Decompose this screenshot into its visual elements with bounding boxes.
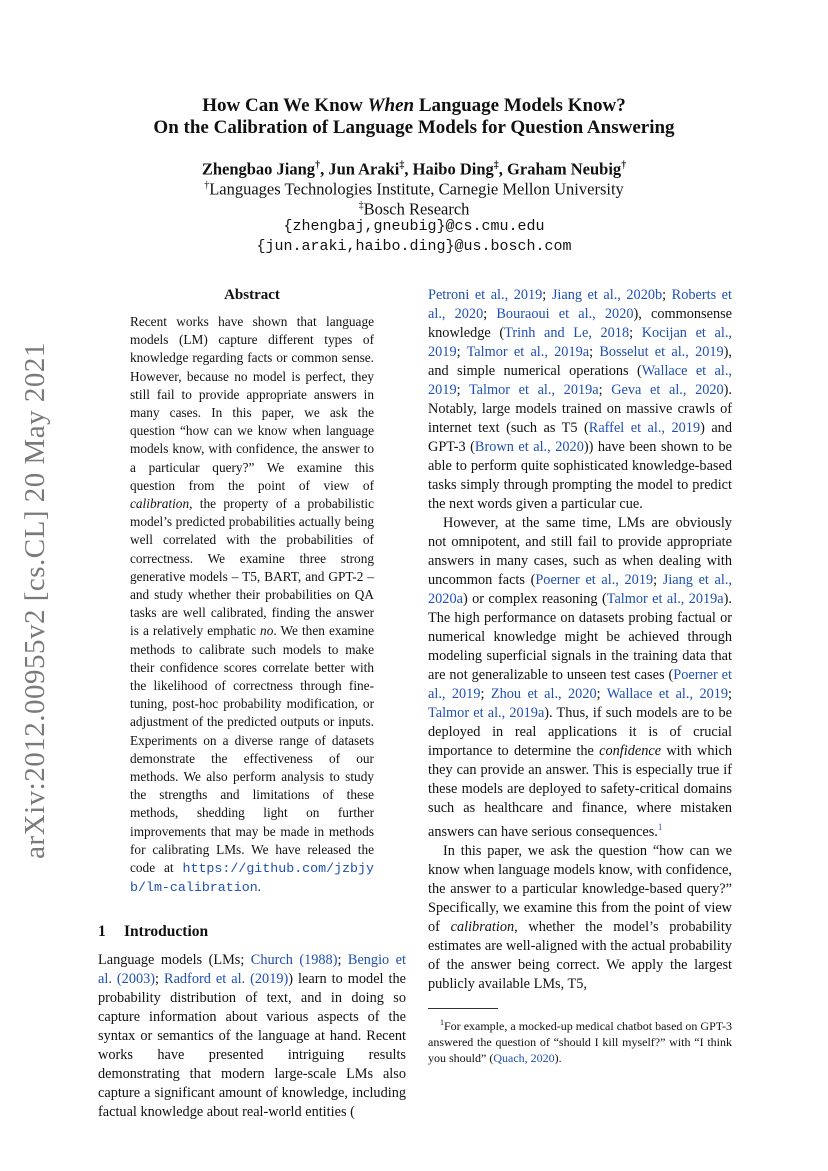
citation-link[interactable]: Poerner et al., 2019 — [535, 572, 654, 588]
paper-title: How Can We Know When Language Models Know? On the Calibration of Language Models for Question Answering — [153, 95, 675, 138]
email-1: {zhengbaj,gneubig}@cs.cmu.edu — [283, 218, 545, 235]
citation-link[interactable]: Bouraoui et al., 2020 — [496, 306, 634, 322]
abstract-heading: Abstract — [224, 287, 280, 303]
citation-link[interactable]: Trinh and Le, 2018 — [504, 325, 630, 341]
arxiv-stamp — [5, 341, 65, 859]
abstract-text: Recent works have shown that language models (LM) capture different types of knowledge regarding facts or common sense. However, because no model is perfect, they still fail to provide appropriate answers in many cases. In this paper, we ask the question “how can we know when language models know, with confidence, the answer to a particular query?” We examine this question from the point of view of calibration, the property of a probabilistic model’s predicted probabilities actually being well correlated with the probabilities of correctness. We examine three strong generative models – T5, BART, and GPT-2 – and study whether their probabilities on QA tasks are well calibrated, finding the answer is a relatively emphatic no. We then examine methods to calibrate such models to make their confidence scores correlate better with the likelihood of correctness through fine-tuning, post-hoc probability modification, or adjustment of the predicted outputs or inputs. Experiments on a diverse range of datasets demonstrate the effectiveness of our methods. We also perform analysis to study the strengths and limitations of these methods, shedding light on further improvements that may be made in methods for calibrating LMs. We have released the code at https://github.com/jzbjyb/lm-calibration. — [130, 314, 374, 896]
citation-link[interactable]: Brown et al., 2020 — [474, 439, 584, 455]
right-column — [428, 286, 732, 1066]
affiliation-1: †Languages Technologies Institute, Carnegie Mellon University — [204, 179, 624, 199]
author-list: Zhengbao Jiang†, Jun Araki‡, Haibo Ding‡, Graham Neubig† — [201, 159, 627, 179]
citation-link[interactable]: Zhou et al., 2020 — [490, 686, 597, 702]
footnote-marker[interactable]: 1 — [657, 822, 663, 832]
code-url-link[interactable]: https://github.com/jzbjyb/lm-calibration — [130, 861, 374, 896]
citation-link[interactable]: Church (1988) — [250, 951, 338, 968]
citation-link[interactable]: Talmor et al., 2019a — [606, 591, 724, 607]
citation-link[interactable]: Talmor et al., 2019a — [468, 382, 599, 398]
intro-paragraph-3: In this paper, we ask the question “how can we know when language models know, with confidence, the answer to a particular knowledge-based query?” Specifically, we examine this from the point of view of calibration, whether the model’s probability estimates are well-aligned with the actual probability of the answer being correct. We apply the largest publicly available LMs, T5, — [428, 842, 732, 992]
left-column — [98, 286, 406, 1122]
citation-link[interactable]: Kocijan et al., 2019 — [428, 325, 732, 360]
intro-paragraph-2: However, at the same time, LMs are obviously not omnipotent, and still fail to provide appropriate answers in many cases, such as when dealing with uncommon facts (Poerner et al., 2019; Jiang et al., 2020a) or complex reasoning (Talmor et al., 2019a). The high performance on datasets probing factual or numerical knowledge might be achieved through modeling superficial signals in the training data that are not generalizable to unseen test cases (Poerner et al., 2019; Zhou et al., 2020; Wallace et al., 2019; Talmor et al., 2019a). Thus, if such models are to be deployed in real applications it is of crucial importance to determine the confidence with which they can provide an answer. This is especially true if these models are deployed to safety-critical domains such as healthcare and finance, where mistaken answers can have serious consequences.$^1$ — [428, 515, 733, 840]
citation-link[interactable]: Wallace et al., 2019 — [606, 686, 729, 702]
intro-paragraph-1: Language models (LMs; Church (1988); Bengio et al. (2003); Radford et al. (2019)) learn to model the probability distribution of text, and in doing so capture information about various aspects of the syntax or semantics of the language at hand. Recent works have presented intriguing results demonstrating that modern large-scale LMs also capture a significant amount of knowledge, including factual knowledge about real-world entities ( — [98, 951, 406, 1120]
arxiv-stamp-text: arXiv:2012.00955v2 [cs.CL] 20 May 2021 — [18, 341, 51, 859]
citation-link[interactable]: Quach, 2020 — [493, 1050, 555, 1065]
citation-link[interactable]: Petroni et al., 2019 — [428, 287, 543, 303]
citation-link[interactable]: Wallace et al., 2019 — [428, 363, 733, 398]
citation-link[interactable]: Bengio et al. (2003) — [98, 951, 406, 987]
email-2: {jun.araki,haibo.ding}@us.bosch.com — [256, 238, 572, 255]
citation-link[interactable]: Roberts et al., 2020 — [428, 287, 732, 322]
section-heading-introduction: 1 Introduction — [98, 922, 209, 940]
citation-link[interactable]: Poerner et al., 2019 — [428, 667, 732, 702]
citation-link[interactable]: Talmor et al., 2019a — [428, 705, 545, 721]
intro-paragraph-1-cont: Petroni et al., 2019; Jiang et al., 2020b; Roberts et al., 2020; Bouraoui et al., 2020), commonsense knowledge (Trinh and Le, 2018; Kocijan et al., 2019; Talmor et al., 2019a; Bosselut et al., 2019), and simple numerical operations (Wallace et al., 2019; Talmor et al., 2019a; Geva et al., 2020). Notably, large models trained on massive crawls of internet text (such as T5 (Raffel et al., 2019) and GPT-3 (Brown et al., 2020)) have been shown to be able to perform quite sophisticated knowledge-based tasks simply through prompting the model to predict the next words given a particular cue. — [428, 287, 733, 512]
citation-link[interactable]: Bosselut et al., 2019 — [599, 344, 724, 360]
footnote-1: $^1$For example, a mocked-up medical chatbot based on GPT-3 answered the question of “should I kill myself?” with “I think you should” (Quach, 2020). — [428, 1017, 732, 1065]
citation-link[interactable]: Jiang et al., 2020b — [551, 287, 663, 303]
citation-link[interactable]: Radford et al. (2019) — [164, 970, 289, 987]
affiliation-2: ‡Bosch Research — [358, 199, 470, 219]
citation-link[interactable]: Raffel et al., 2019 — [588, 420, 701, 436]
citation-link[interactable]: Jiang et al., 2020a — [428, 572, 732, 607]
citation-link[interactable]: Geva et al., 2020 — [611, 382, 724, 398]
citation-link[interactable]: Talmor et al., 2019a — [466, 344, 590, 360]
footnote-divider — [428, 1008, 498, 1009]
